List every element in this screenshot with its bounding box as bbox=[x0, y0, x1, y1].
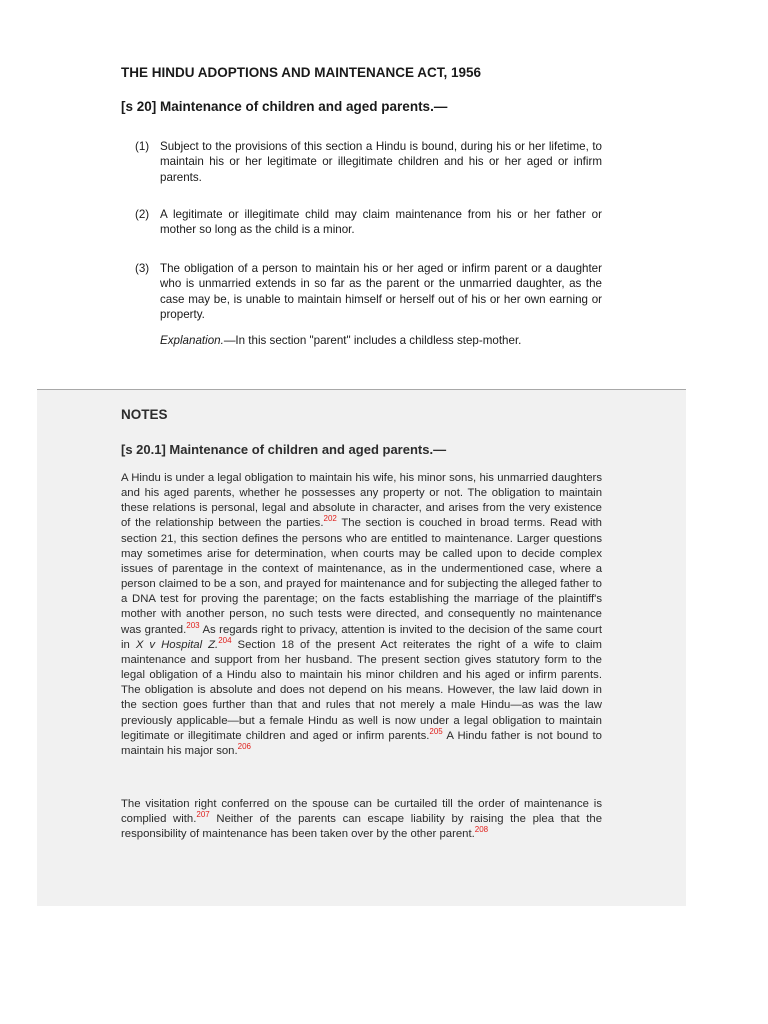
clause-number: (2) bbox=[135, 208, 150, 221]
clause-text: A legitimate or illegitimate child may claim maintenance from his or her father or mother so long as the child is a minor. bbox=[160, 208, 602, 237]
clause-text: Subject to the provisions of this section a Hindu is bound, during his or her lifetime, to maintain his or her legitimate or illegitimate children and his or her aged or infirm parents. bbox=[160, 140, 602, 184]
footnote-ref[interactable]: 204 bbox=[218, 635, 232, 645]
note-text: Neither of the parents can escape liability by raising the plea that the responsibility of maintenance has been taken over by the other parent. bbox=[121, 813, 602, 841]
footnote-ref[interactable]: 203 bbox=[186, 620, 200, 630]
explanation bbox=[160, 333, 602, 348]
act-title: THE HINDU ADOPTIONS AND MAINTENANCE ACT, 1956 bbox=[121, 65, 482, 80]
clause-text: The obligation of a person to maintain his or her aged or infirm parent or a daughter who is unmarried extends in so far as the parent or the unmarried daughter, as the case may be, is unable to maintain himself or herself out of his or her own earning or property. bbox=[160, 262, 602, 321]
notes-title: NOTES bbox=[121, 407, 168, 422]
note-text: Section 18 of the present Act reiterates the right of a wife to claim maintenance and support from her husband. The present section gives statutory form to the legal obligation of a Hindu also to maintain his minor children and his aged or infirm parents. The obligation is absolute and does not depend on his means. However, the law laid down in the section goes further than that and rules that not merely a male Hindu—as was the law previously applicable—but a female Hindu as well is now under a legal obligation to maintain legitimate or illegitimate children and aged or infirm parents. bbox=[121, 638, 602, 742]
section-heading: [s 20] Maintenance of children and aged parents.— bbox=[121, 99, 448, 114]
footnote-ref[interactable]: 206 bbox=[237, 741, 251, 751]
footnote-ref[interactable]: 208 bbox=[474, 825, 489, 835]
clause-number: (1) bbox=[135, 140, 150, 153]
note-text: The section is couched in broad terms. Read with section 21, this section defines the persons who are entitled to maintenance. Larger questions may sometimes arise for determination, when courts may be called upon to decide complex issues of parentage in the context of maintenance, as in the undermentioned case, where a person claimed to be a son, and prayed for maintenance and for subjecting the alleged father to a DNA test for proving the parentage; on the facts establishing the marriage of the plaintiff's mother with another person, no such tests were directed, and consequently no maintenance was granted. bbox=[121, 517, 602, 636]
case-name: X v Hospital Z. bbox=[135, 638, 219, 651]
footnote-ref[interactable]: 202 bbox=[323, 514, 337, 524]
note-text: The visitation right conferred on the spouse can be curtailed till the order of maintenance is complied with. bbox=[121, 798, 602, 826]
footnote-ref[interactable]: 205 bbox=[429, 726, 443, 736]
note-text: As regards right to privacy, attention is invited to the decision of the same court in bbox=[121, 623, 602, 651]
note-text: A Hindu is under a legal obligation to maintain his wife, his minor sons, his unmarried daughters and his aged parents, whether he possesses any property or not. The obligation to maintain these relations is personal, legal and absolute in character, and arises from the very existence of the relationship between the parties. bbox=[121, 472, 602, 530]
explanation-text: —In this section "parent" includes a childless step-mother. bbox=[223, 334, 522, 347]
notes-paragraph-2 bbox=[121, 797, 602, 842]
clause-number: (3) bbox=[135, 262, 150, 275]
note-text: A Hindu father is not bound to maintain his major son. bbox=[121, 729, 602, 757]
explanation-label: Explanation. bbox=[160, 334, 224, 347]
notes-paragraph-1 bbox=[121, 471, 602, 759]
clause-1 bbox=[135, 139, 602, 185]
clause-2 bbox=[135, 207, 602, 238]
notes-heading: [s 20.1] Maintenance of children and aged parents.— bbox=[121, 442, 447, 457]
clause-3 bbox=[135, 261, 602, 322]
notes-panel bbox=[37, 389, 686, 906]
footnote-ref[interactable]: 207 bbox=[196, 810, 210, 820]
